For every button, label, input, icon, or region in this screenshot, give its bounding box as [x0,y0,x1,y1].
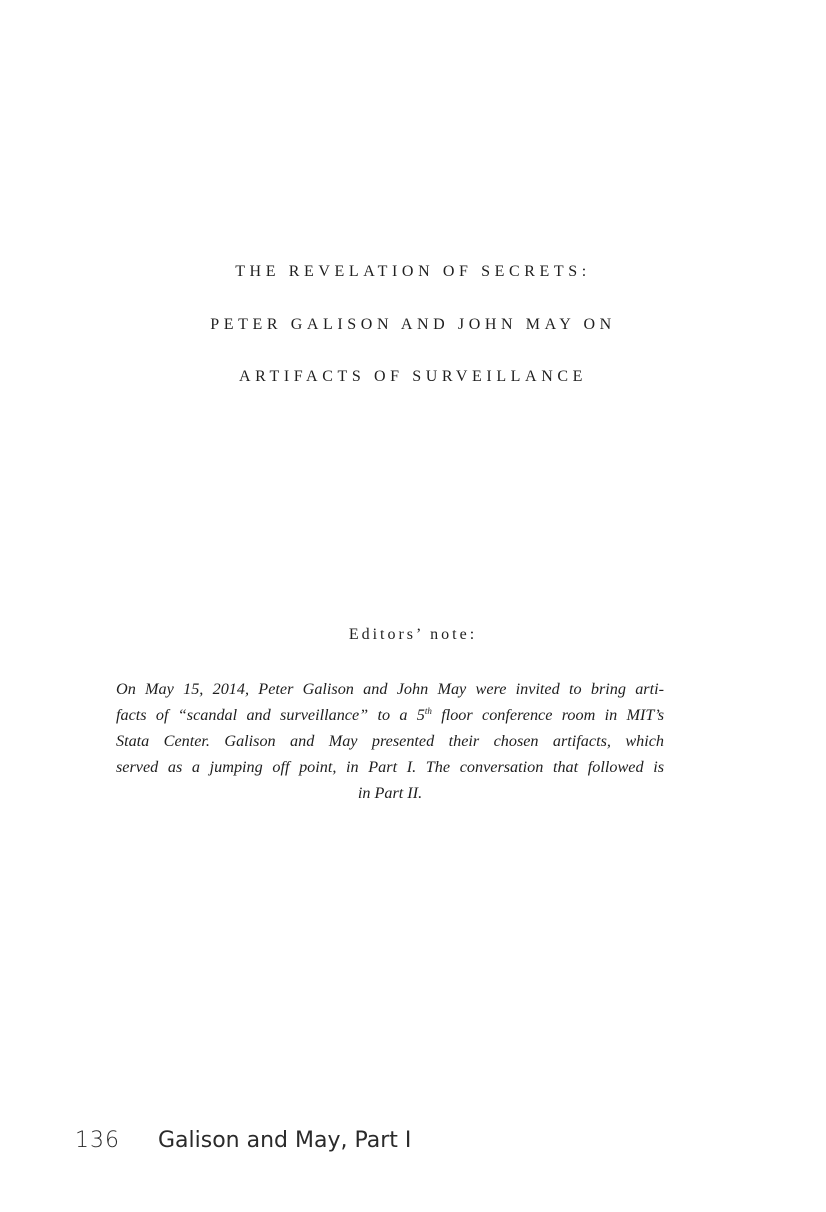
note-line-5: in Part II. [357,784,423,802]
title-line-3: ARTIFACTS OF SURVEILLANCE [238,368,588,385]
note-line-4: served as a jumping off point, in Part I. The conversation that followed is [116,758,664,776]
title-line-1: THE REVELATION OF SECRETS: [235,263,591,280]
note-line-3: Stata Center. Galison and May presented their chosen artifacts, which [116,732,664,750]
note-line-2-start: facts of “scandal and surveillance” to a 5 [116,706,425,724]
ordinal-superscript: th [424,706,432,716]
page-footer [75,1126,411,1156]
page-number: 136 [75,1128,120,1153]
title-line-2: PETER GALISON AND JOHN MAY ON [210,316,616,333]
running-head: Galison and May, Part I [158,1128,412,1153]
editors-note-body [116,676,664,806]
note-line-1: On May 15, 2014, Peter Galison and John May were invited to bring arti- [116,680,664,698]
editors-note-heading: Editors’ note: [348,626,478,643]
note-line-2 [116,702,664,728]
note-line-2-end: floor conference room in MIT’s [431,706,664,724]
